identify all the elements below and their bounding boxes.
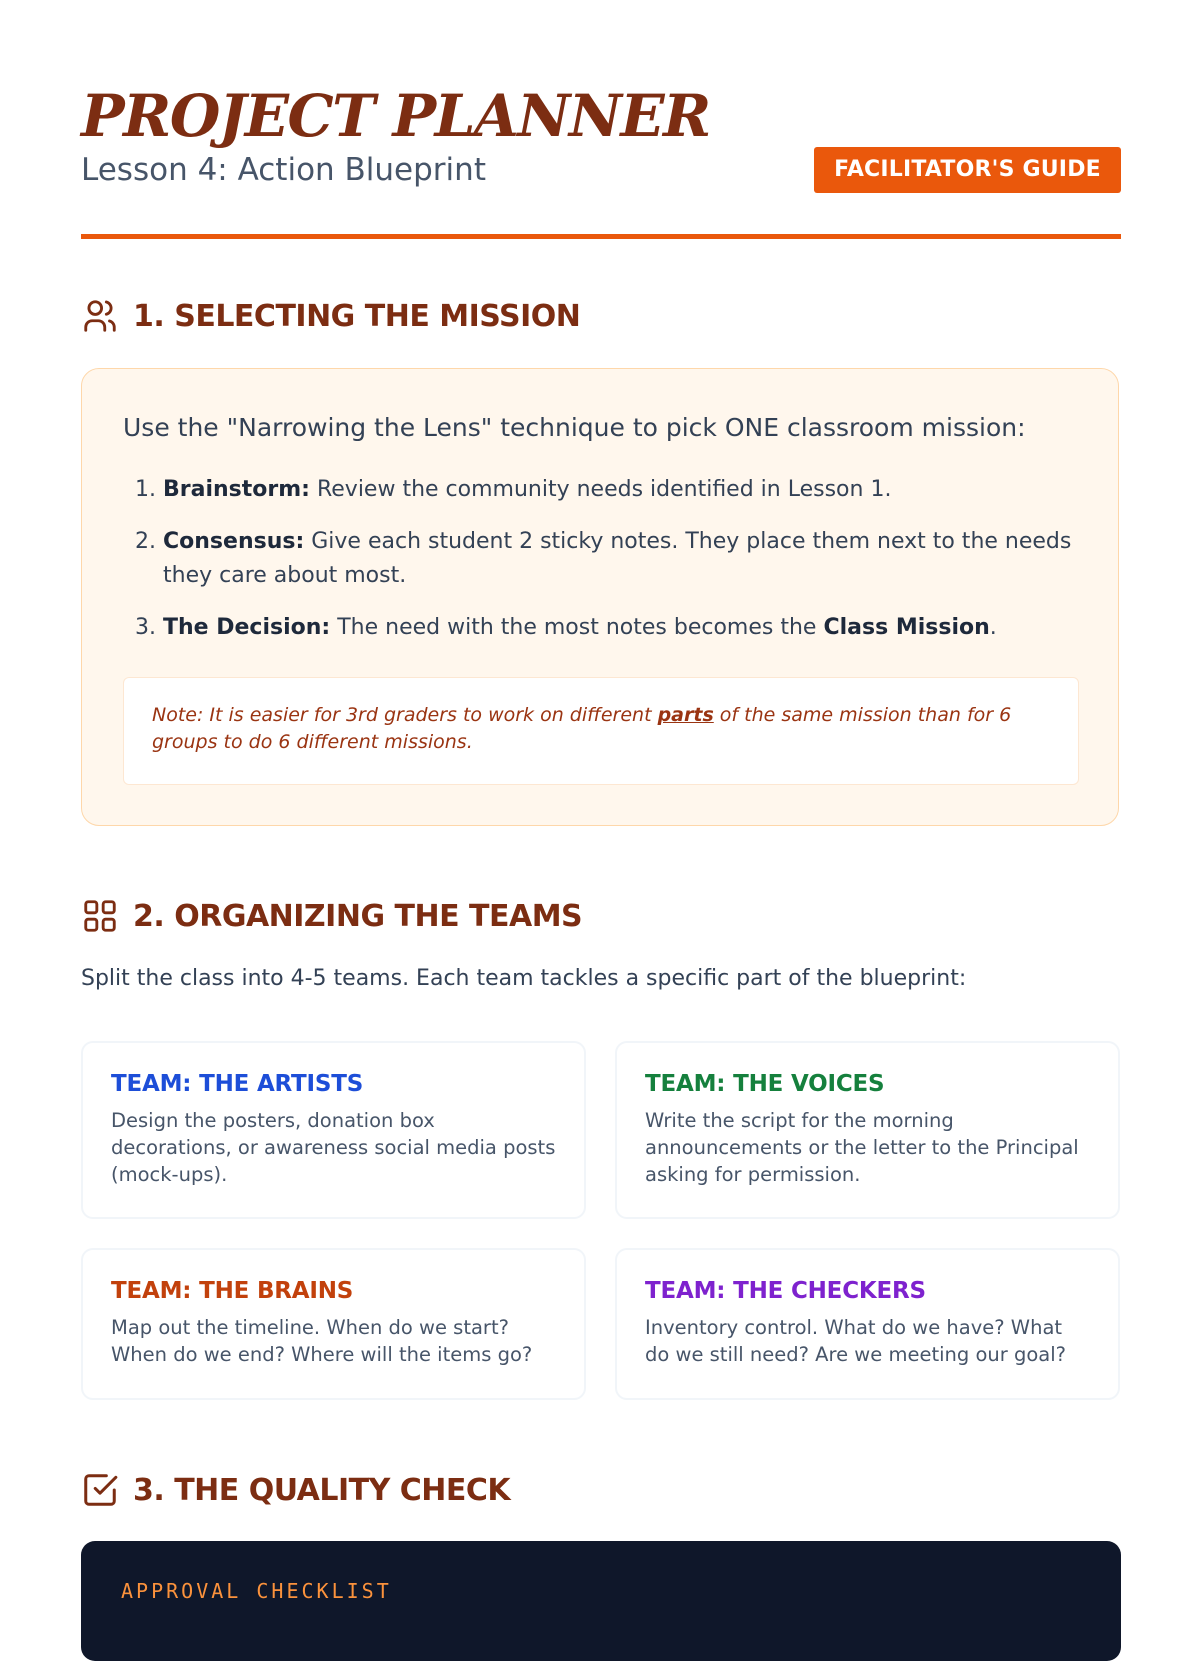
section-2-title: 2. ORGANIZING THE TEAMS bbox=[133, 898, 583, 934]
page-title: PROJECT PLANNER bbox=[81, 82, 710, 150]
step-number: 2. bbox=[135, 529, 156, 554]
users-icon bbox=[81, 297, 119, 335]
step-label: The Decision: bbox=[163, 615, 331, 640]
step-text: Give each student 2 sticky notes. They place them next to the needs they care about most. bbox=[163, 529, 1072, 588]
team-card-voices bbox=[615, 1041, 1120, 1219]
section-1-title: 1. SELECTING THE MISSION bbox=[133, 298, 581, 334]
mission-steps bbox=[123, 473, 1083, 663]
team-description: Inventory control. What do we have? What do we still need? Are we meeting our goal? bbox=[645, 1316, 1066, 1366]
checkbox-icon bbox=[81, 1471, 119, 1509]
list-item bbox=[123, 473, 1083, 507]
team-description: Map out the timeline. When do we start? When do we end? Where will the items go? bbox=[111, 1316, 533, 1366]
team-description: Design the posters, donation box decorations, or awareness social media posts (mock-ups). bbox=[111, 1109, 556, 1186]
mission-box bbox=[81, 368, 1119, 826]
facilitator-badge: FACILITATOR'S GUIDE bbox=[814, 147, 1121, 193]
list-item bbox=[123, 611, 1083, 645]
step-end: . bbox=[989, 615, 997, 640]
teams-intro: Split the class into 4-5 teams. Each team tackles a specific part of the blueprint: bbox=[81, 966, 967, 991]
step-text: The need with the most notes becomes the bbox=[330, 615, 824, 640]
step-number: 3. bbox=[135, 615, 156, 640]
team-description: Write the script for the morning announcements or the letter to the Principal asking for permission. bbox=[645, 1109, 1079, 1186]
section-1-heading bbox=[81, 291, 580, 341]
step-text: Review the community needs identified in Lesson 1. bbox=[309, 477, 892, 502]
panel-label: APPROVAL CHECKLIST bbox=[121, 1579, 392, 1603]
step-emphasis: Class Mission bbox=[823, 615, 990, 640]
approval-checklist-panel bbox=[81, 1541, 1121, 1661]
team-card-brains bbox=[81, 1248, 586, 1400]
note-box bbox=[123, 677, 1079, 785]
mission-intro: Use the "Narrowing the Lens" technique to pick ONE classroom mission: bbox=[123, 413, 1026, 442]
team-title: TEAM: THE CHECKERS bbox=[645, 1278, 926, 1304]
step-label: Consensus: bbox=[163, 529, 305, 554]
header bbox=[81, 0, 1121, 240]
note-text-end: of the same mission than for 6 groups to do 6 different missions. bbox=[152, 704, 1012, 753]
team-card-checkers bbox=[615, 1248, 1120, 1400]
note-text: Note: It is easier for 3rd graders to work on different bbox=[152, 704, 658, 726]
section-3-title: 3. THE QUALITY CHECK bbox=[133, 1472, 511, 1508]
step-label: Brainstorm: bbox=[163, 477, 310, 502]
step-number: 1. bbox=[135, 477, 156, 502]
section-2-heading bbox=[81, 891, 582, 941]
team-title: TEAM: THE BRAINS bbox=[111, 1278, 354, 1304]
header-divider bbox=[81, 234, 1121, 239]
team-title: TEAM: THE VOICES bbox=[645, 1071, 885, 1097]
team-card-artists bbox=[81, 1041, 586, 1219]
team-title: TEAM: THE ARTISTS bbox=[111, 1071, 364, 1097]
grid-icon bbox=[81, 897, 119, 935]
section-3-heading bbox=[81, 1465, 510, 1515]
note-emphasis: parts bbox=[657, 704, 714, 726]
page bbox=[81, 0, 1121, 1603]
page-subtitle: Lesson 4: Action Blueprint bbox=[81, 152, 486, 188]
list-item bbox=[123, 525, 1083, 593]
